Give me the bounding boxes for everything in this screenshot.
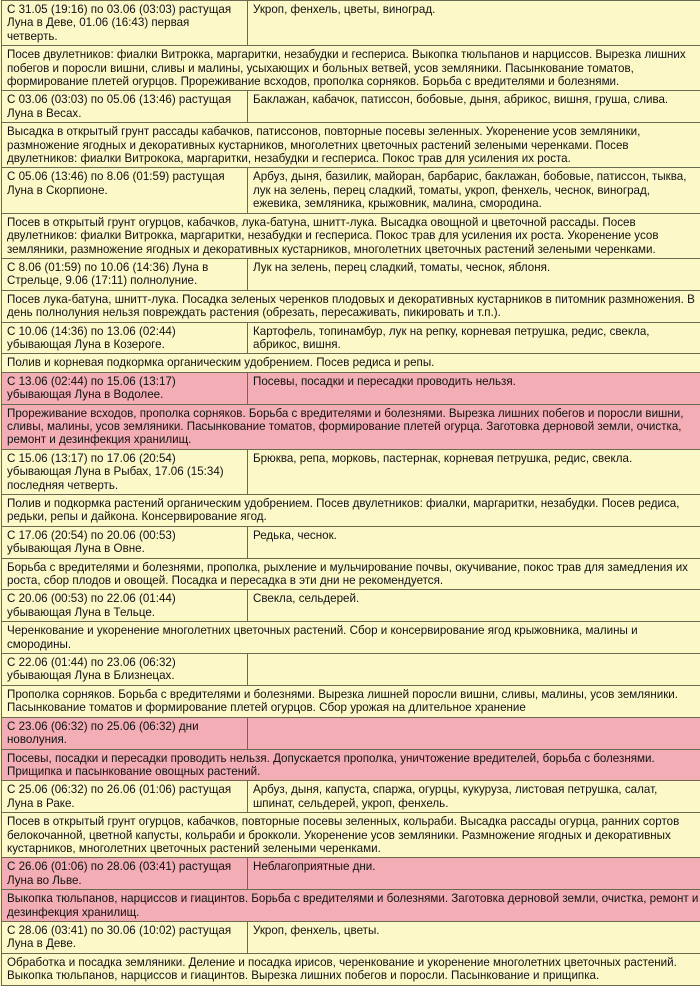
recommended-crops: Брюква, репа, морковь, пастернак, корневая петрушка, редис, свекла. [248,449,700,494]
garden-work: Прополка сорняков. Борьба с вредителями и болезнями. Вырезка лишней поросли вишни, сливы, малины, усов земляники. Пасынкование томатов и формирование плетей огурцов. Сбор урожая на длительное хранение [2,685,700,717]
garden-work: Прореживание всходов, прополка сорняков. Борьба с вредителями и болезнями. Вырезка лишних побегов и поросли вишни, сливы, малины, усов земляники. Пасынкование томатов, формирование плетей огурца. Заготовка дерновой земли, очистка, ремонт и дезинфекция хранилищ. [2,404,700,449]
calendar-body [2,1,700,986]
moon-period: С 03.06 (03:03) по 05.06 (13:46) растущая Луна в Весах. [2,91,248,123]
work-row [2,495,700,527]
garden-work: Обработка и посадка земляники. Деление и посадка ирисов, черенкование и укоренение многолетних цветочных растений. Выкопка тюльпанов, нарциссов и гиацинтов. Вырезка лишних побегов и поросли. Пасынкование и прищипка. [2,953,700,985]
recommended-crops: Арбуз, дыня, капуста, спаржа, огурцы, кукуруза, листовая петрушка, салат, шпинат, сельдерей, укроп, фенхель. [248,781,700,813]
recommended-crops: Лук на зелень, перец сладкий, томаты, чеснок, яблоня. [248,258,700,290]
moon-period: С 25.06 (06:32) по 26.06 (01:06) растущая Луна в Раке. [2,781,248,813]
work-row [2,685,700,717]
garden-work: Борьба с вредителями и болезнями, прополка, рыхление и мульчирование почвы, окучивание, покос трав для замедления их роста, сбор плодов и овощей. Посадка и пересадка в эти дни не рекомендуется. [2,558,700,590]
work-row [2,354,700,372]
recommended-crops: Свекла, сельдерей. [248,590,700,622]
moon-period: С 23.06 (06:32) по 25.06 (06:32) дни новолуния. [2,717,248,749]
period-row [2,717,700,749]
work-row [2,813,700,858]
work-row [2,404,700,449]
moon-period: С 8.06 (01:59) по 10.06 (14:36) Луна в Стрельце, 9.06 (17:11) полнолуние. [2,258,248,290]
garden-work: Посев в открытый грунт огурцов, кабачков, повторные посевы зеленных, кольраби. Высадка рассады огурца, ранних сортов белокочанной, цветной капусты, кольраби и брокколи. Укоренение усов земляники. Размножение ягодных и декоративных кустарников, многолетних цветочных растений зелеными черенками. [2,813,700,858]
period-row [2,921,700,953]
work-row [2,622,700,654]
lunar-garden-calendar [1,0,700,986]
period-row [2,168,700,213]
garden-work: Черенкование и укоренение многолетних цветочных растений. Сбор и консервирование ягод крыжовника, малины и смородины. [2,622,700,654]
period-row [2,91,700,123]
moon-period: С 17.06 (20:54) по 20.06 (00:53) убывающая Луна в Овне. [2,526,248,558]
recommended-crops: Редька, чеснок. [248,526,700,558]
recommended-crops: Неблагоприятные дни. [248,858,700,890]
moon-period: С 20.06 (00:53) по 22.06 (01:44) убывающая Луна в Тельце. [2,590,248,622]
garden-work: Посев лука-батуна, шнитт-лука. Посадка зеленых черенков плодовых и декоративных кустарников в питомник размножения. В день полнолуния нельзя повреждать растения (обрезать, пересаживать, пикировать и т.п.). [2,290,700,322]
moon-period: С 28.06 (03:41) по 30.06 (10:02) растущая Луна в Деве. [2,921,248,953]
recommended-crops [248,654,700,686]
period-row [2,449,700,494]
period-row [2,590,700,622]
moon-period: С 10.06 (14:36) по 13.06 (02:44) убывающая Луна в Козероге. [2,322,248,354]
period-row [2,526,700,558]
period-row [2,322,700,354]
period-row [2,258,700,290]
garden-work: Выкопка тюльпанов, нарциссов и гиацинтов. Борьба с вредителями и болезнями. Заготовка дерновой земли, очистка, ремонт и дезинфекция хранилищ. [2,890,700,922]
period-row [2,1,700,46]
garden-work: Высадка в открытый грунт рассады кабачков, патиссонов, повторные посевы зеленных. Укоренение усов земляники, размножение ягодных и декоративных кустарников, многолетних цветочных растений зелеными черенками. Посев двулетников: фиалки Витрокока, маргаритки, незабудки и гесперисa. Покос трав для усиления их роста. [2,123,700,168]
recommended-crops: Укроп, фенхель, цветы. [248,921,700,953]
moon-period: С 31.05 (19:16) по 03.06 (03:03) растущая Луна в Деве, 01.06 (16:43) первая четверть. [2,1,248,46]
work-row [2,213,700,258]
period-row [2,781,700,813]
moon-period: С 05.06 (13:46) по 8.06 (01:59) растущая Луна в Скорпионе. [2,168,248,213]
work-row [2,558,700,590]
work-row [2,290,700,322]
recommended-crops: Посевы, посадки и пересадки проводить нельзя. [248,372,700,404]
recommended-crops: Баклажан, кабачок, патиссон, бобовые, дыня, абрикос, вишня, груша, слива. [248,91,700,123]
work-row [2,123,700,168]
garden-work: Полив и корневая подкормка органическим удобрением. Посев редиса и репы. [2,354,700,372]
moon-period: С 26.06 (01:06) по 28.06 (03:41) растущая Луна во Льве. [2,858,248,890]
garden-work: Посев двулетников: фиалки Витрокка, маргаритки, незабудки и гесперисa. Выкопка тюльпанов и нарциссов. Вырезка лишних побегов и поросли вишни, сливы и малины, усыхающих и больных ветвей, усов земляники. Пасынкование томатов, формирование плетей огурцов. Прореживание всходов, прополка сорняков. Борьба с вредителями и болезнями. [2,46,700,91]
period-row [2,372,700,404]
recommended-crops: Картофель, топинамбур, лук на репку, корневая петрушка, редис, свекла, абрикос, вишня. [248,322,700,354]
work-row [2,46,700,91]
work-row [2,953,700,985]
recommended-crops: Укроп, фенхель, цветы, виноград. [248,1,700,46]
garden-work: Посев в открытый грунт огурцов, кабачков, лука-батуна, шнитт-лука. Высадка овощной и цветочной рассады. Посев двулетников: фиалки Витрокка, маргаритки, незабудки и гесперисa. Покос трав для усиления их роста. Укоренение усов земляники, размножение ягодных и декоративных кустарников, многолетних цветочных растений зелеными черенками. [2,213,700,258]
period-row [2,858,700,890]
moon-period: С 22.06 (01:44) по 23.06 (06:32) убывающая Луна в Близнецах. [2,654,248,686]
moon-period: С 15.06 (13:17) по 17.06 (20:54) убывающая Луна в Рыбах, 17.06 (15:34) последняя четверть. [2,449,248,494]
recommended-crops: Арбуз, дыня, базилик, майоран, барбарис, баклажан, бобовые, патиссон, тыква, лук на зелень, перец сладкий, томаты, укроп, фенхель, чеснок, виноград, ежевика, земляника, крыжовник, малина, смородина. [248,168,700,213]
recommended-crops [248,717,700,749]
period-row [2,654,700,686]
work-row [2,890,700,922]
garden-work: Полив и подкормка растений органическим удобрением. Посев двулетников: фиалки, маргаритки, незабудки. Посев редиса, редьки, репы и дайкона. Консервирование ягод. [2,495,700,527]
moon-period: С 13.06 (02:44) по 15.06 (13:17) убывающая Луна в Водолее. [2,372,248,404]
garden-work: Посевы, посадки и пересадки проводить нельзя. Допускается прополка, уничтожение вредителей, борьба с болезнями. Прищипка и пасынкование овощных растений. [2,749,700,781]
work-row [2,749,700,781]
